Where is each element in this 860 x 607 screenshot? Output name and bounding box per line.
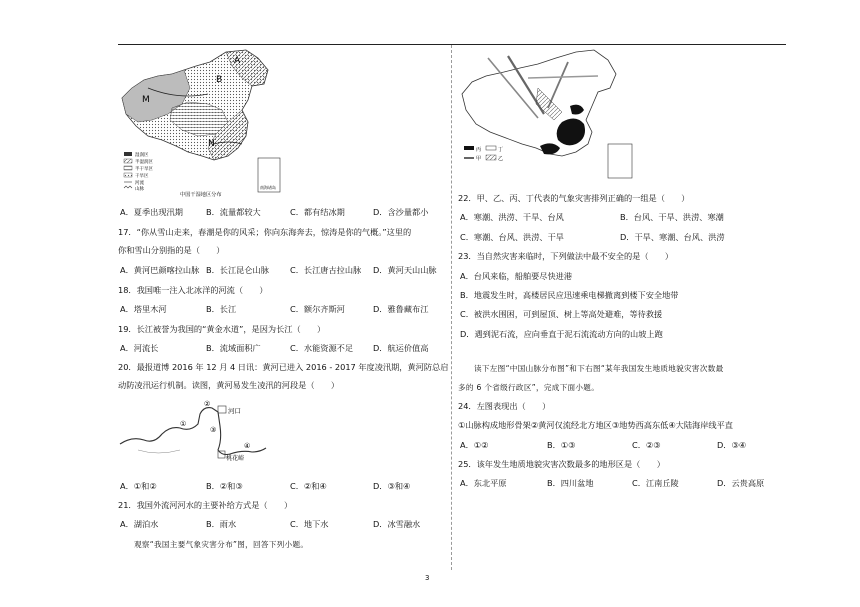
q18-stem: 18．我国唯一注入北冰洋的河流（ ） (118, 285, 268, 295)
q22-option-d: D．干旱、寒潮、台风、洪涝 (620, 232, 725, 242)
header-rule (118, 44, 786, 45)
q20-option-a: A．①和② (120, 481, 157, 491)
legend-jia: 甲 (476, 156, 482, 162)
q21-option-b: B．雨水 (206, 519, 237, 529)
label-segment-4: ④ (244, 442, 251, 450)
q23-option-b: B．地震发生时，高楼居民应迅速乘电梯撤离到楼下安全地带 (460, 290, 679, 300)
legend-bing: 丙 (476, 147, 482, 153)
q20-stem-line2: 动防凌汛运行机制。读图，黄河易发生凌汛的河段是（ ） (118, 380, 340, 390)
q21-stem: 21．我国外流河河水的主要补给方式是（ ） (118, 500, 293, 510)
label-segment-2: ② (204, 400, 211, 408)
column-separator (451, 45, 452, 570)
label-taohuayu: 桃花峪 (226, 455, 245, 462)
q18-option-c: C．额尔齐斯河 (290, 304, 345, 314)
q16-option-d: D．含沙量都小 (373, 207, 429, 217)
q23-stem: 23．当自然灾害来临时，下列做法中最不安全的是（ ） (458, 251, 674, 261)
legend-swatch-4 (124, 173, 132, 177)
q22-option-a: A．寒潮、洪涝、干旱、台风 (460, 212, 564, 222)
legend-ding: 丁 (498, 147, 504, 153)
q24-option-a: A．①② (460, 440, 489, 450)
q23-option-d: D．遇到泥石流，应向垂直于泥石流流动方向的山坡上跑 (460, 329, 663, 339)
q24-statements: ①山脉构成地形骨架②黄河仅流经北方地区③地势西高东低④大陆海岸线平直 (458, 420, 733, 430)
q21-option-c: C．地下水 (290, 519, 329, 529)
q22-option-c: C．寒潮、台风、洪涝、干旱 (460, 232, 564, 242)
q16-option-c: C．都有结冰期 (290, 207, 345, 217)
q17-stem-line1: 17．“你从雪山走来，春潮是你的风采；你向东海奔去，惊涛是你的气概。”这里的 (118, 227, 412, 237)
legend-swatch-2 (124, 159, 132, 163)
q25-stem: 25．该年发生地质地貌灾害次数最多的地形区是（ ） (458, 459, 665, 469)
q24-option-c: C．②③ (632, 440, 661, 450)
q17-option-d: D．黄河天山山脉 (373, 265, 437, 275)
map1-caption: 中国干湿地区分布 (180, 192, 222, 198)
q25-option-d: D．云贵高原 (717, 478, 765, 488)
q19-option-d: D．航运价值高 (373, 343, 429, 353)
section-note-weather: 观察“我国主要气象灾害分布”图，回答下列小题。 (134, 540, 309, 549)
q24-stem: 24．左图表现出（ ） (458, 401, 551, 411)
legend-text-6: 山脉 (135, 187, 144, 192)
q19-option-c: C．水能资源不足 (290, 343, 354, 353)
q17-option-b: B．长江昆仑山脉 (206, 265, 269, 275)
legend-text-5: 河流 (135, 181, 144, 186)
label-segment-3: ③ (210, 426, 217, 434)
region-label-a: A (234, 56, 241, 66)
q20-stem-line1: 20．最报道博 2016 年 12 月 4 日讯：黄河已进入 2016 - 2017 年度凌汛期，黄河防总启 (118, 362, 449, 372)
q24-option-d: D．③④ (717, 440, 747, 450)
q21-option-a: A．湖泊水 (120, 519, 159, 529)
legend-swatch-1 (124, 152, 132, 156)
label-segment-1: ① (180, 420, 187, 428)
q20-option-b: B．②和③ (206, 481, 243, 491)
q17-option-c: C．长江唐古拉山脉 (290, 265, 362, 275)
legend-swatch-6 (124, 186, 132, 188)
q25-option-b: B．四川盆地 (547, 478, 594, 488)
label-hekou: 河口 (228, 407, 241, 415)
region-label-b: B (216, 75, 223, 85)
section-note-geology-line1: 读下左图“中国山脉分布图”和下右图“某年我国发生地质地貌灾害次数最 (474, 364, 724, 373)
q17-stem-line2: 你和雪山分别指的是（ ） (118, 245, 225, 255)
q23-option-c: C．被洪水围困，可到屋顶、树上等高处避难，等待救援 (460, 309, 663, 319)
legend-swatch-3 (124, 166, 132, 170)
page-number: 3 (425, 574, 430, 582)
q16-option-a: A．夏季出现汛期 (120, 207, 183, 217)
q19-option-b: B．流域面积广 (206, 343, 261, 353)
q24-option-b: B．①③ (547, 440, 576, 450)
legend-text-1: 湿润区 (135, 153, 149, 158)
q21-option-d: D．冰雪融水 (373, 519, 421, 529)
china-dry-wet-map (118, 48, 288, 200)
q22-stem: 22．甲、乙、丙、丁代表的气象灾害排列正确的一组是（ ） (458, 193, 690, 203)
legend-text-3: 半干旱区 (135, 167, 153, 172)
q23-option-a: A．台风来临，船舶要尽快进港 (460, 271, 573, 281)
legend-text-4: 干旱区 (135, 174, 149, 179)
q22-option-b: B．台风、干旱、洪涝、寒潮 (620, 212, 724, 222)
q18-option-b: B．长江 (206, 304, 237, 314)
section-note-geology-line2: 多的 6 个省级行政区”，完成下面小题。 (458, 383, 600, 392)
region-label-n: N (208, 139, 215, 149)
q19-stem: 19．长江被誉为我国的“黄金水道”，是因为长江（ ） (118, 324, 326, 334)
q20-option-c: C．②和④ (290, 481, 327, 491)
q25-option-c: C．江南丘陵 (632, 478, 679, 488)
q20-option-d: D．③和④ (373, 481, 411, 491)
inset-label: 南海诸岛 (260, 185, 276, 190)
q17-option-a: A．黄河巴颜喀拉山脉 (120, 265, 200, 275)
q19-option-a: A．河流长 (120, 343, 159, 353)
q25-option-a: A．东北平原 (460, 478, 507, 488)
region-label-m: M (142, 95, 150, 105)
q18-option-d: D．雅鲁藏布江 (373, 304, 429, 314)
legend-text-2: 半湿润区 (135, 160, 153, 165)
q18-option-a: A．塔里木河 (120, 304, 167, 314)
weather-disaster-map (458, 48, 636, 182)
q16-option-b: B．流量都较大 (206, 207, 261, 217)
legend-yi: 乙 (498, 156, 504, 162)
yellow-river-map (118, 398, 268, 464)
